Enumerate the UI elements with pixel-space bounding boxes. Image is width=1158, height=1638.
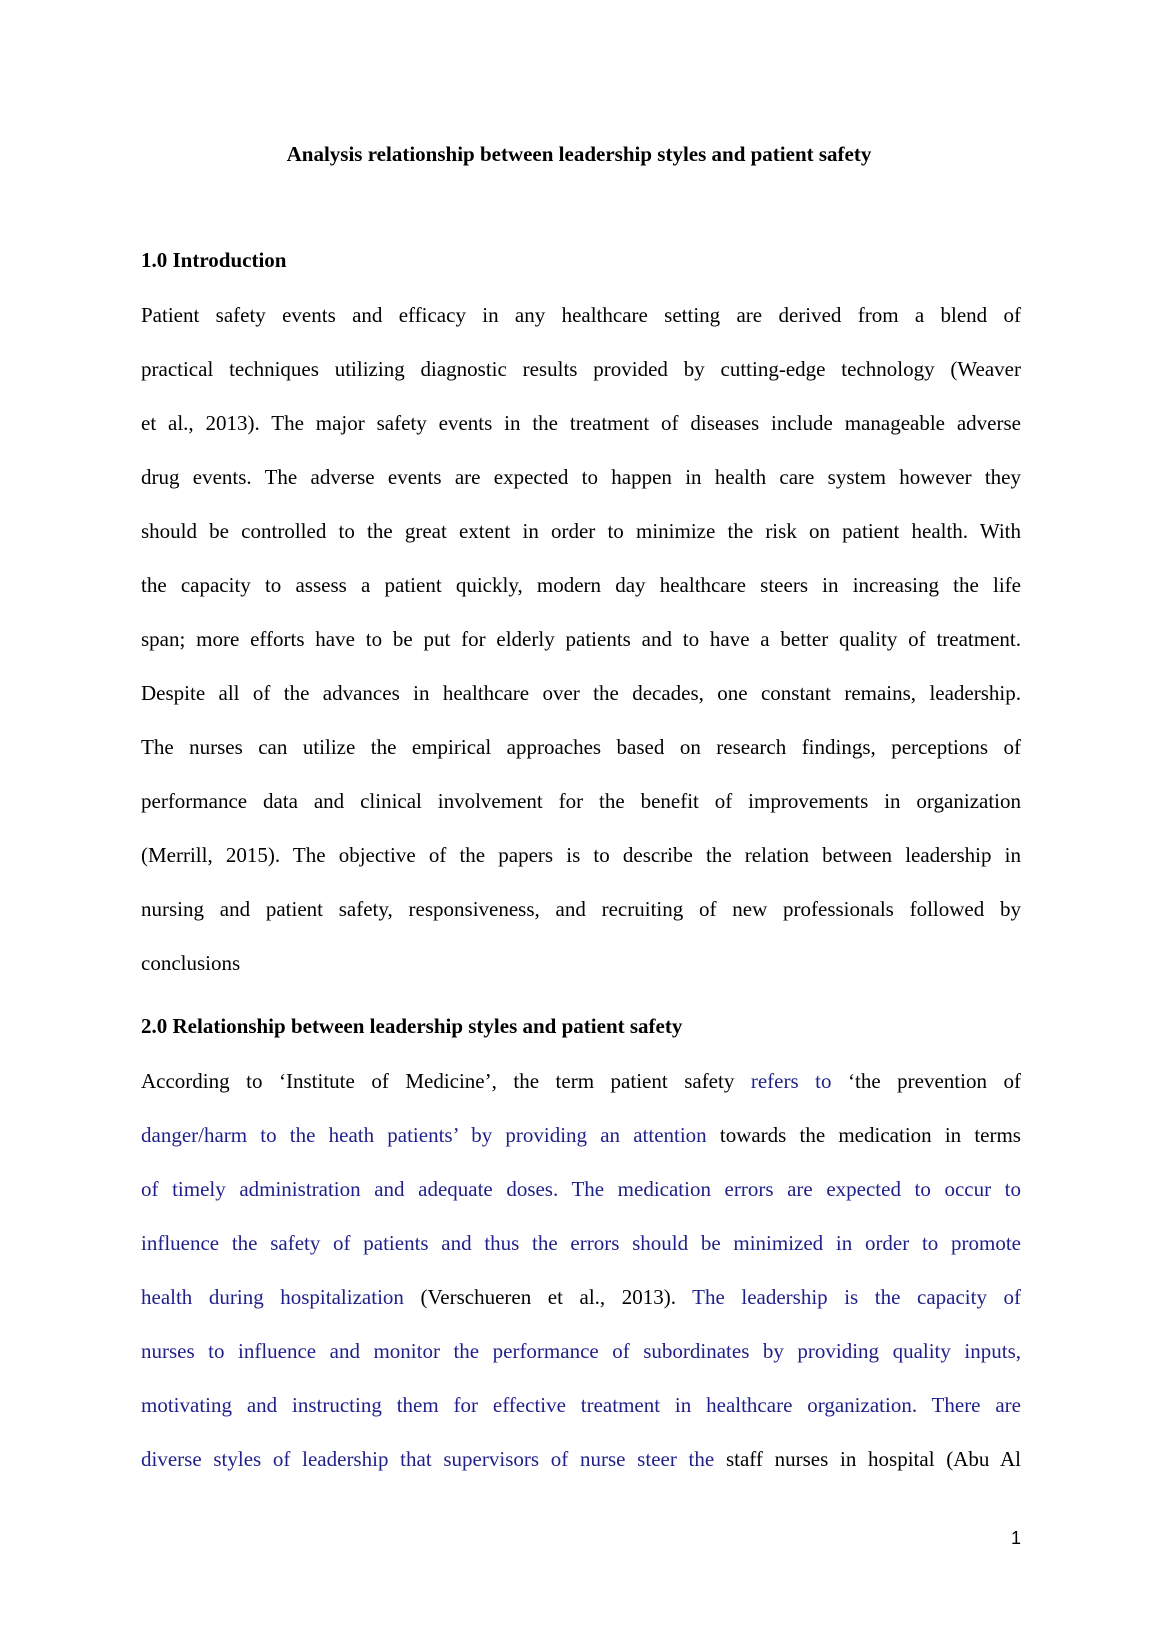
highlighted-line: of timely administration and adequate doses. The medication errors are expected to occur to (141, 1177, 1021, 1201)
highlighted-text: health during hospitalization (141, 1285, 404, 1309)
line-text: (Verschueren et al., 2013). (403, 1285, 693, 1309)
line-text: According to ‘Institute of Medicine’, the term patient safety (141, 1069, 751, 1093)
highlighted-line: nurses to influence and monitor the performance of subordinates by providing quality inputs, (141, 1339, 1021, 1363)
paragraph-line (141, 1108, 1021, 1162)
highlighted-text: The leadership is the capacity of (692, 1285, 1022, 1309)
paragraph-line: performance data and clinical involvement for the benefit of improvements in organization (141, 789, 1021, 813)
paragraph-line (141, 1270, 1021, 1324)
highlighted-text: diverse styles of leadership that supervisors of nurse steer the (141, 1447, 715, 1471)
document-title: Analysis relationship between leadership styles and patient safety (286, 142, 872, 166)
line-text: staff nurses in hospital (Abu Al (714, 1447, 1021, 1471)
line-text: ‘the prevention of (831, 1069, 1021, 1093)
page-number: 1 (1010, 1528, 1021, 1548)
section-heading-introduction: 1.0 Introduction (141, 248, 287, 272)
paragraph-line: should be controlled to the great extent in order to minimize the risk on patient health. With (141, 519, 1021, 543)
paragraph-line: conclusions (141, 951, 241, 975)
paragraph-line: et al., 2013). The major safety events in the treatment of diseases include manageable adverse (141, 411, 1021, 435)
highlighted-text: refers to (750, 1069, 832, 1093)
paragraph-line: Patient safety events and efficacy in any healthcare setting are derived from a blend of (141, 303, 1021, 327)
paragraph-line: span; more efforts have to be put for elderly patients and to have a better quality of treatment. (141, 627, 1021, 651)
paragraph-line: drug events. The adverse events are expected to happen in health care system however they (141, 465, 1021, 489)
highlighted-line: influence the safety of patients and thus the errors should be minimized in order to promote (141, 1231, 1021, 1255)
line-text: towards the medication in terms (706, 1123, 1021, 1147)
paragraph-line: nursing and patient safety, responsiveness, and recruiting of new professionals followed by (141, 897, 1021, 921)
document-body (141, 246, 1021, 1498)
paragraph-line (141, 1054, 1021, 1108)
paragraph-line: Despite all of the advances in healthcare over the decades, one constant remains, leadership. (141, 681, 1021, 705)
highlighted-line: motivating and instructing them for effective treatment in healthcare organization. There are (141, 1393, 1021, 1417)
paragraph-line: (Merrill, 2015). The objective of the papers is to describe the relation between leadership in (141, 843, 1021, 867)
introduction-paragraph (141, 288, 1021, 990)
relationship-paragraph (141, 1054, 1021, 1486)
paragraph-line (141, 1432, 1021, 1486)
highlighted-text: danger/harm to the heath patients’ by providing an attention (141, 1123, 707, 1147)
paragraph-line: the capacity to assess a patient quickly, modern day healthcare steers in increasing the life (141, 573, 1021, 597)
paragraph-line: The nurses can utilize the empirical approaches based on research findings, perceptions of (141, 735, 1021, 759)
section-heading-relationship: 2.0 Relationship between leadership styles and patient safety (141, 1014, 683, 1038)
paragraph-line: practical techniques utilizing diagnostic results provided by cutting-edge technology (Weaver (141, 357, 1021, 381)
